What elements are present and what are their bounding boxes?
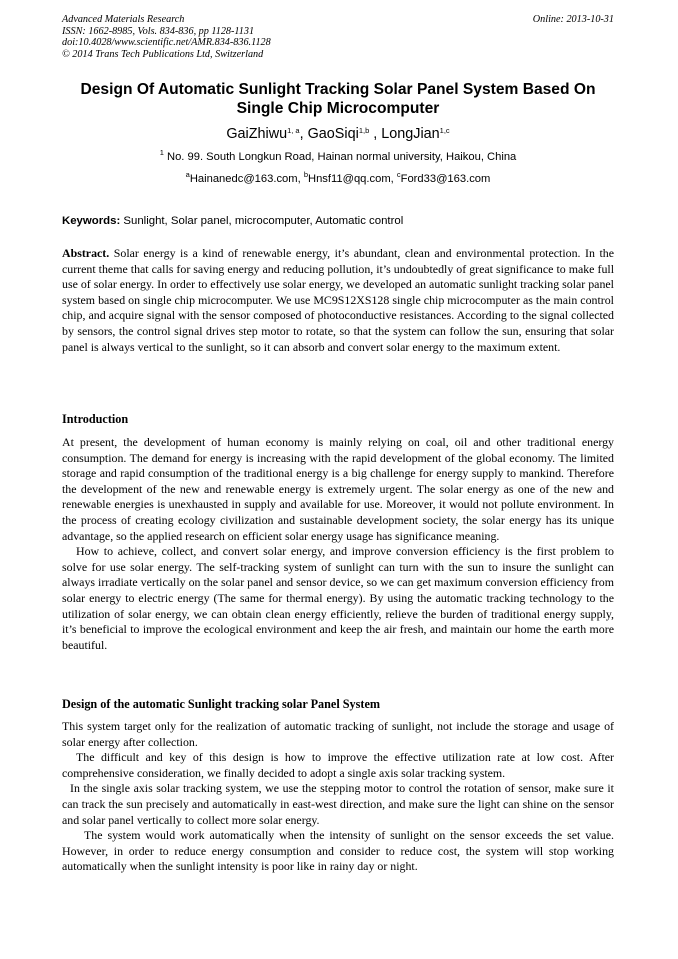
affiliation-text: No. 99. South Longkun Road, Hainan normal university, Haikou, China <box>163 151 517 163</box>
copyright-line: © 2014 Trans Tech Publications Ltd, Switzerland <box>62 48 264 60</box>
doi-line: doi:10.4028/www.scientific.net/AMR.834-836.1128 <box>62 37 271 49</box>
email-mark: a <box>185 170 190 179</box>
journal-name: Advanced Materials Research <box>62 14 185 25</box>
author-affiliation-mark: 1,c <box>439 126 450 135</box>
author-emails <box>62 172 614 187</box>
journal-header <box>62 14 392 60</box>
issn-line: ISSN: 1662-8985, Vols. 834-836, pp 1128-1131 <box>62 25 255 37</box>
keywords-text: Sunlight, Solar panel, microcomputer, Automatic control <box>120 215 404 227</box>
abstract-label: Abstract. <box>62 246 110 260</box>
author-separator: , <box>369 126 382 142</box>
paragraph: How to achieve, collect, and convert solar energy, and improve conversion efficiency is the first problem to solve for use solar energy. The self-tracking system of sunlight can turn with the sun to insure the sunlight can always irradiate vertically on the solar panel and sensor device, so we can get maximum conversion efficiency from solar energy to electric energy (The same for thermal energy). By using the automatic tracking technology to the utilization of solar energy, we can obtain clean energy efficiently, relieve the burden of traditional energy supply, it’s beneficial to improve the ecological environment and keep the air fresh, and maintain our home the earth more beautiful. <box>62 544 614 652</box>
paragraph: At present, the development of human economy is mainly relying on coal, oil and other traditional energy consumption. The demand for energy is increasing with the rapid development of the global economy. The limited storage and rapid consumption of the traditional energy is a big challenge for energy supply to mankind. Therefore the development of the new and renewable energy is extremely urgent. The solar energy as one of the new and renewable energies is unexhausted in supply and available for use. Moreover, it would not pollute environment. In the process of creating ecology civilization and sustainable development society, the solar energy has its unique advantage, so the applied research on efficient solar energy usage has significance meaning. <box>62 435 614 543</box>
email-address: Hnsf11@qq.com, <box>307 173 397 185</box>
paragraph: This system target only for the realization of automatic tracking of sunlight, not include the storage and usage of solar energy after collection. <box>62 719 614 749</box>
author-affiliation-mark: 1,b <box>358 126 370 135</box>
keywords <box>62 214 614 228</box>
author-affiliation-mark: 1, a <box>287 126 300 135</box>
paragraph: The difficult and key of this design is how to improve the effective utilization rate at low cost. After comprehensive consideration, we finally decided to adopt a single axis solar tracking system. <box>62 750 614 780</box>
email-address: Ford33@163.com <box>400 173 491 185</box>
section-heading-introduction: Introduction <box>62 412 129 426</box>
online-date: Online: 2013-10-31 <box>532 14 614 25</box>
author-name: GaoSiqi <box>307 126 359 142</box>
introduction-body <box>62 435 614 653</box>
design-body <box>62 719 614 875</box>
affiliation <box>62 150 614 165</box>
paragraph: The system would work automatically when the intensity of sunlight on the sensor exceeds the set value. However, in order to reduce energy consumption and consider to reduce cost, the system will stop working automatically when the sunlight intensity is poor like in rainy day or night. <box>62 828 614 874</box>
author-list <box>62 125 614 145</box>
section-heading-design: Design of the automatic Sunlight tracking solar Panel System <box>62 697 381 711</box>
abstract <box>62 246 614 355</box>
email-mark: b <box>303 170 308 179</box>
email-address: Hainanedc@163.com, <box>189 173 304 185</box>
author-name: GaiZhiwu <box>226 126 288 142</box>
paragraph: In the single axis solar tracking system, we use the stepping motor to control the rotation of sensor, make sure it can track the sun precisely and automatically in east-west direction, and make sure the light can shine on the sensor and solar panel vertically to collect more solar energy. <box>62 781 614 827</box>
affiliation-mark: 1 <box>159 148 164 157</box>
abstract-text: Solar energy is a kind of renewable energy, it’s abundant, clean and environmental protection. In the current theme that calls for saving energy and reducing pollution, it’s undoubtedly of great significance to make full use of solar energy. In order to effectively use solar energy, we developed an automatic sunlight tracking solar panel system based on single chip microcomputer. We use MC9S12XS128 single chip microcomputer as the main control chip, and acquire signal with the sensor composed of photoconductive resistances. According to the signal collected by sensors, the control signal drives step motor to rotate, so that the system can follow the sun, ensuring that solar panel is always vertical to the sunlight, so it can absorb and convert solar energy to the maximum extent. <box>62 246 614 354</box>
keywords-label: Keywords: <box>62 215 121 227</box>
author-name: LongJian <box>381 126 440 142</box>
paper-title: Design Of Automatic Sunlight Tracking Solar Panel System Based On Single Chip Microcomputer <box>80 81 596 117</box>
author-separator: , <box>299 126 308 142</box>
email-mark: c <box>396 170 401 179</box>
